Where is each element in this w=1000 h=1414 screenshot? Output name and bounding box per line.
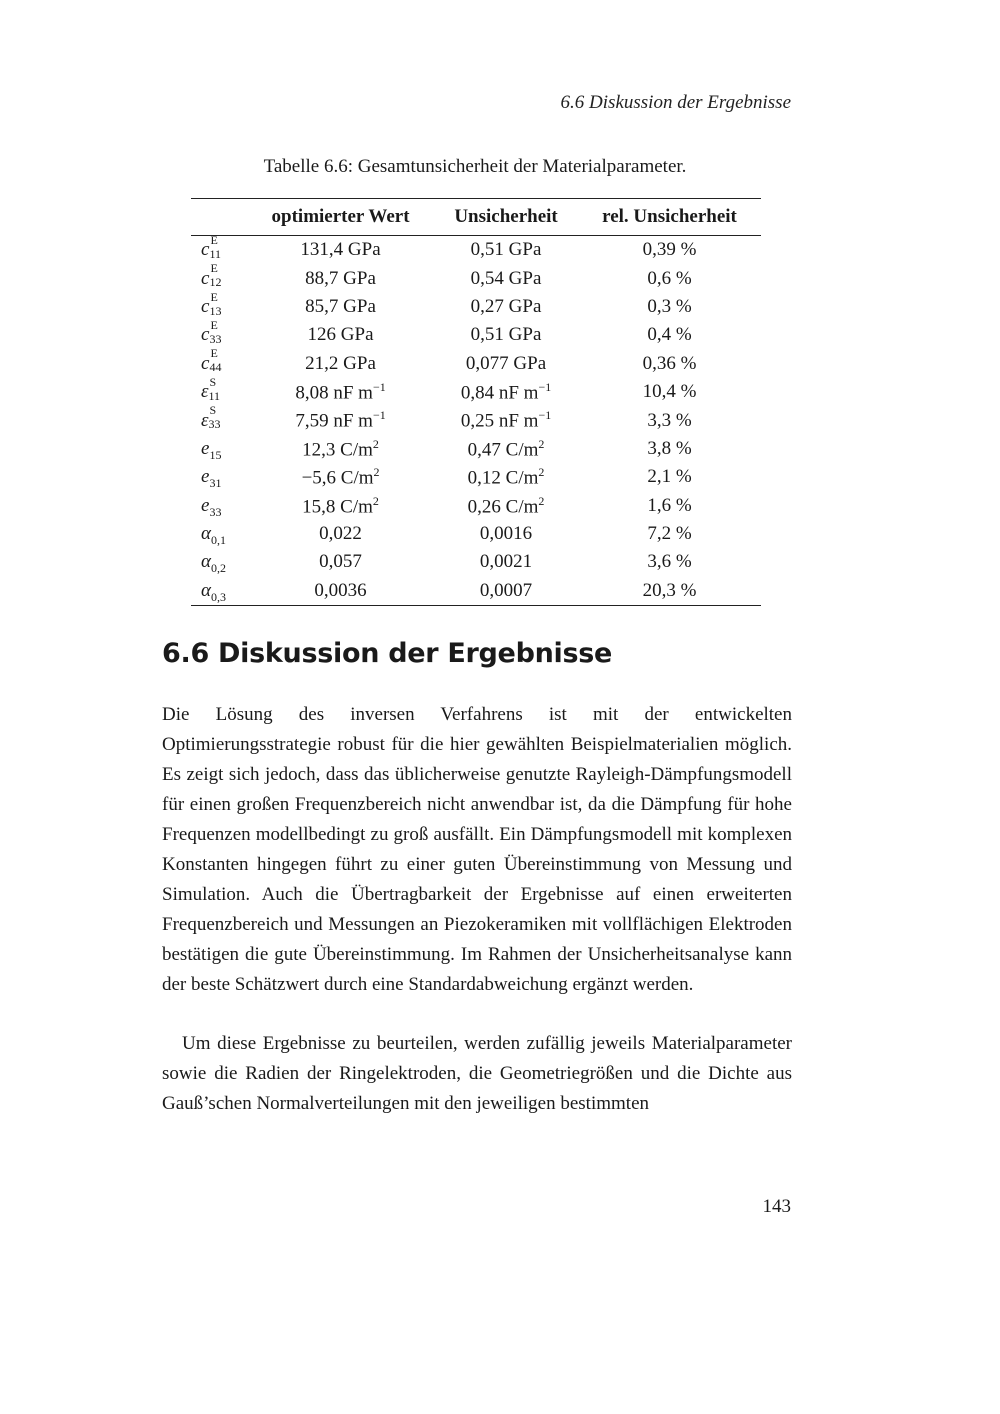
uncertainty-cell: 0,51 GPa: [470, 239, 542, 261]
parameter-symbol: $e_{33}$: [201, 494, 222, 519]
table-row: [191, 577, 761, 606]
parameter-symbol: c E 44: [201, 346, 222, 375]
table-row: [191, 236, 761, 265]
optimized-value-cell: 85,7 GPa: [305, 295, 376, 317]
header-uncertainty: Unsicherheit: [454, 206, 558, 227]
table-row: [191, 321, 761, 349]
relative-uncertainty-cell: 20,3 %: [578, 577, 761, 606]
table-row: [191, 463, 761, 491]
table-row: [191, 548, 761, 576]
relative-uncertainty-cell: 3,3 %: [647, 409, 692, 431]
uncertainty-cell: 0,0007: [434, 577, 578, 606]
uncertainty-cell: 0,0021: [479, 551, 533, 573]
relative-uncertainty-cell: 3,6 %: [647, 551, 692, 573]
table-header-row: [191, 199, 761, 236]
table-row: [191, 293, 761, 321]
parameter-symbol: c E 33: [201, 318, 222, 346]
uncertainty-cell: 0,47 $C/m^2$: [467, 436, 545, 461]
optimized-value-cell: 0,0036: [247, 577, 434, 606]
table-row: [191, 492, 761, 520]
uncertainty-cell: 0,84 nF $m^{-1}$: [460, 379, 552, 404]
optimized-value-cell: 8,08 nF $m^{-1}$: [295, 379, 386, 404]
relative-uncertainty-cell: 0,6 %: [647, 267, 692, 289]
table-row: [191, 378, 761, 406]
table-row: [191, 435, 761, 463]
paragraph-2: Um diese Ergebnisse zu beurteilen, werden zufällig jeweils Materialparameter sowie die Radien der Ringelektroden, die Geometriegrößen und die Dichte aus Gauß’schen Normalverteilungen mit den jeweiligen bestimmten: [162, 1033, 792, 1114]
optimized-value-cell: 12,3 $C/m^2$: [302, 436, 379, 461]
optimized-value-cell: 0,022: [319, 523, 362, 545]
optimized-value-cell: 88,7 GPa: [305, 267, 376, 289]
optimized-value-cell: 21,2 GPa: [305, 352, 376, 374]
relative-uncertainty-cell: 7,2 %: [647, 523, 692, 545]
relative-uncertainty-cell: 3,8 %: [647, 437, 692, 459]
parameter-symbol: ε S 33: [201, 403, 221, 432]
uncertainty-cell: 0,077 GPa: [465, 352, 547, 374]
relative-uncertainty-cell: 0,39 %: [642, 239, 697, 261]
parameter-symbol: $\alpha_{0,3}$: [191, 577, 247, 606]
table-row: [191, 520, 761, 548]
table-row: [191, 406, 761, 434]
table-caption: [0, 156, 1000, 178]
section-heading: 6.6 Diskussion der Ergebnisse: [162, 638, 613, 669]
parameter-symbol: $e_{15}$: [201, 437, 222, 462]
table-row: [191, 350, 761, 378]
table-row: [191, 264, 761, 292]
optimized-value-cell: −5,6 $C/m^2$: [301, 465, 380, 489]
parameter-symbol: $e_{31}$: [201, 466, 222, 491]
uncertainty-cell: 0,51 GPa: [470, 324, 542, 346]
parameter-symbol: c E 12: [201, 261, 222, 290]
relative-uncertainty-cell: 0,36 %: [642, 352, 697, 374]
relative-uncertainty-cell: 2,1 %: [647, 466, 692, 488]
uncertainty-cell: 0,12 $C/m^2$: [467, 465, 545, 489]
optimized-value-cell: 131,4 GPa: [300, 239, 381, 261]
parameter-symbol: ε S 11: [201, 374, 221, 403]
optimized-value-cell: 7,59 nF $m^{-1}$: [295, 408, 386, 432]
header-relative-uncertainty: rel. Unsicherheit: [602, 206, 737, 227]
header-symbol: [191, 199, 247, 236]
optimized-value-cell: 126 GPa: [307, 324, 374, 346]
running-head: 6.6 Diskussion der Ergebnisse: [560, 92, 791, 113]
parameter-symbol: $\alpha_{0,2}$: [201, 551, 226, 576]
relative-uncertainty-cell: 0,3 %: [647, 295, 692, 317]
uncertainty-cell: 0,27 GPa: [470, 295, 542, 317]
parameter-symbol: c E 11: [201, 232, 221, 261]
relative-uncertainty-cell: 10,4 %: [642, 381, 697, 403]
material-parameter-table: [191, 198, 761, 606]
uncertainty-cell: 0,0016: [479, 523, 533, 545]
uncertainty-cell: 0,25 nF $m^{-1}$: [460, 408, 552, 432]
uncertainty-cell: 0,26 $C/m^2$: [467, 493, 545, 517]
uncertainty-cell: 0,54 GPa: [470, 267, 542, 289]
table-caption-text: Tabelle 6.6: Gesamtunsicherheit der Materialparameter.: [263, 156, 687, 177]
parameter-symbol: c E 13: [201, 289, 222, 318]
relative-uncertainty-cell: 1,6 %: [647, 494, 692, 516]
paragraph-1: Die Lösung des inversen Verfahrens ist mit der entwickelten Optimierungsstrategie robust für die hier gewählten Beispielmaterialien möglich. Es zeigt sich jedoch, dass das üblicherweise genutzte Rayleigh-Dämpfungsmodell für einen großen Frequenzbereich nicht anwendbar ist, da die Dämpfung für hohe Frequenzen modellbedingt zu groß ausfällt. Ein Dämpfungsmodell mit komplexen Konstanten hingegen führt zu einer guten Übereinstimmung von Messung und Simulation. Auch die Übertragbarkeit der Ergebnisse auf einen erweiterten Frequenzbereich und Messungen an Piezokeramiken mit vollflächigen Elektroden bestätigen die gute Übereinstimmung. Im Rahmen der Unsicherheitsanalyse kann der beste Schätzwert durch eine Standardabweichung ergänzt werden.: [162, 704, 792, 995]
optimized-value-cell: 15,8 $C/m^2$: [302, 493, 379, 517]
relative-uncertainty-cell: 0,4 %: [647, 324, 692, 346]
header-optimized-value: optimierter Wert: [271, 206, 410, 227]
parameter-symbol: $\alpha_{0,1}$: [201, 523, 226, 548]
page-number: 143: [762, 1196, 791, 1217]
optimized-value-cell: 0,057: [319, 551, 362, 573]
